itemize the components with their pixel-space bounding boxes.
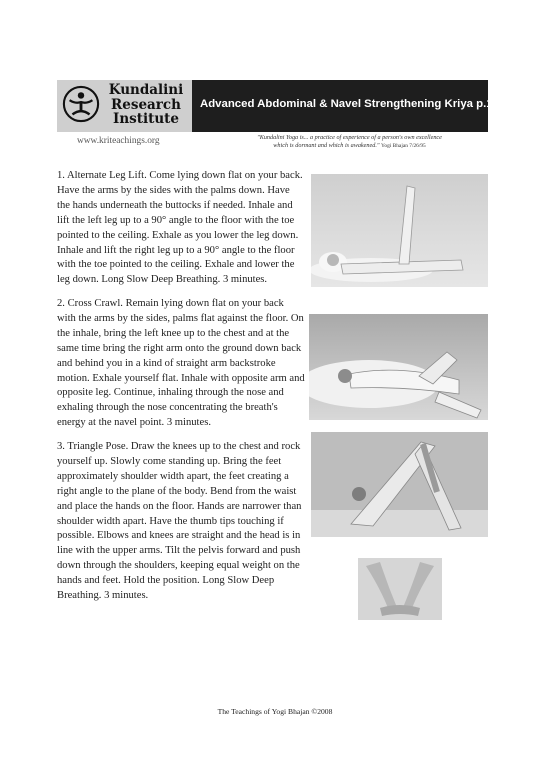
step-2-text: 2. Cross Crawl. Remain lying down flat on your back with the arms by the sides, palms flat against the floor. On the inhale, bring the left knee up to the chest and at the same time bring the right arm onto the ground down back and behind you in a kind of straight arm backstroke motion. Exhale yourself flat. Inhale with opposite arm and opposite leg. Continue, inhaling through the nose and exhaling through the nose concentrating the breath's energy at the navel point. 3 minutes.: [57, 298, 305, 429]
step-2-photo: [309, 314, 488, 420]
quote-line-2: which is dormant and which is awakened.": [273, 142, 380, 149]
header-quote: [212, 134, 487, 150]
page-title: Advanced Abdominal & Navel Strengthening Kriya p.1: [200, 98, 493, 110]
website-url: www.kriteachings.org: [77, 136, 160, 146]
step-3-photo: [311, 432, 488, 537]
footer-copyright: The Teachings of Yogi Bhajan ©2008: [217, 707, 333, 716]
kri-logo-icon: [62, 85, 100, 123]
logo-line-2: Research: [111, 96, 181, 113]
step-3-hands-photo: [358, 558, 442, 620]
quote-line-2-wrap: [212, 142, 487, 150]
step-3-text: 3. Triangle Pose. Draw the knees up to the chest and rock yourself up. Slowly come standing up. Bring the feet approximately shoulder width apart, the feet creating a right angle to the plane of the body. Bend from the waist and place the hands on the floor. Hands are narrower than shoulder width apart. Have the thumb tips touching if possible. Elbows and knees are straight and the head is in line with the upper arms. Tilt the pelvis forward and push down through the shoulders, keeping equal weight on the hands and feet. Hold the position. Long Slow Deep Breathing. 3 minutes.: [57, 441, 302, 602]
logo: [57, 80, 192, 132]
logo-wordmark: [103, 83, 189, 127]
quote-source: Yogi Bhajan 7/26/95: [381, 143, 426, 149]
quote-line-1: "Kundalini Yoga is... a practice of experience of a person's own excellence: [257, 134, 442, 141]
logo-line-3: Institute: [113, 111, 179, 127]
logo-line-1: Kundalini: [108, 82, 184, 98]
step-1-photo: [311, 174, 488, 287]
step-1-text: 1. Alternate Leg Lift. Come lying down flat on your back. Have the arms by the sides with the palms down. Have the hands underneath the buttocks if needed. Inhale and lift the left leg up to a 90° angle to the floor with the toe pointed to the ceiling. Exhale as you lower the leg down. Inhale and lift the right leg up to a 90° angle to the floor with the toe pointed to the ceiling. Exhale and lower the leg down. Long Slow Deep Breathing. 3 minutes.: [57, 170, 303, 286]
